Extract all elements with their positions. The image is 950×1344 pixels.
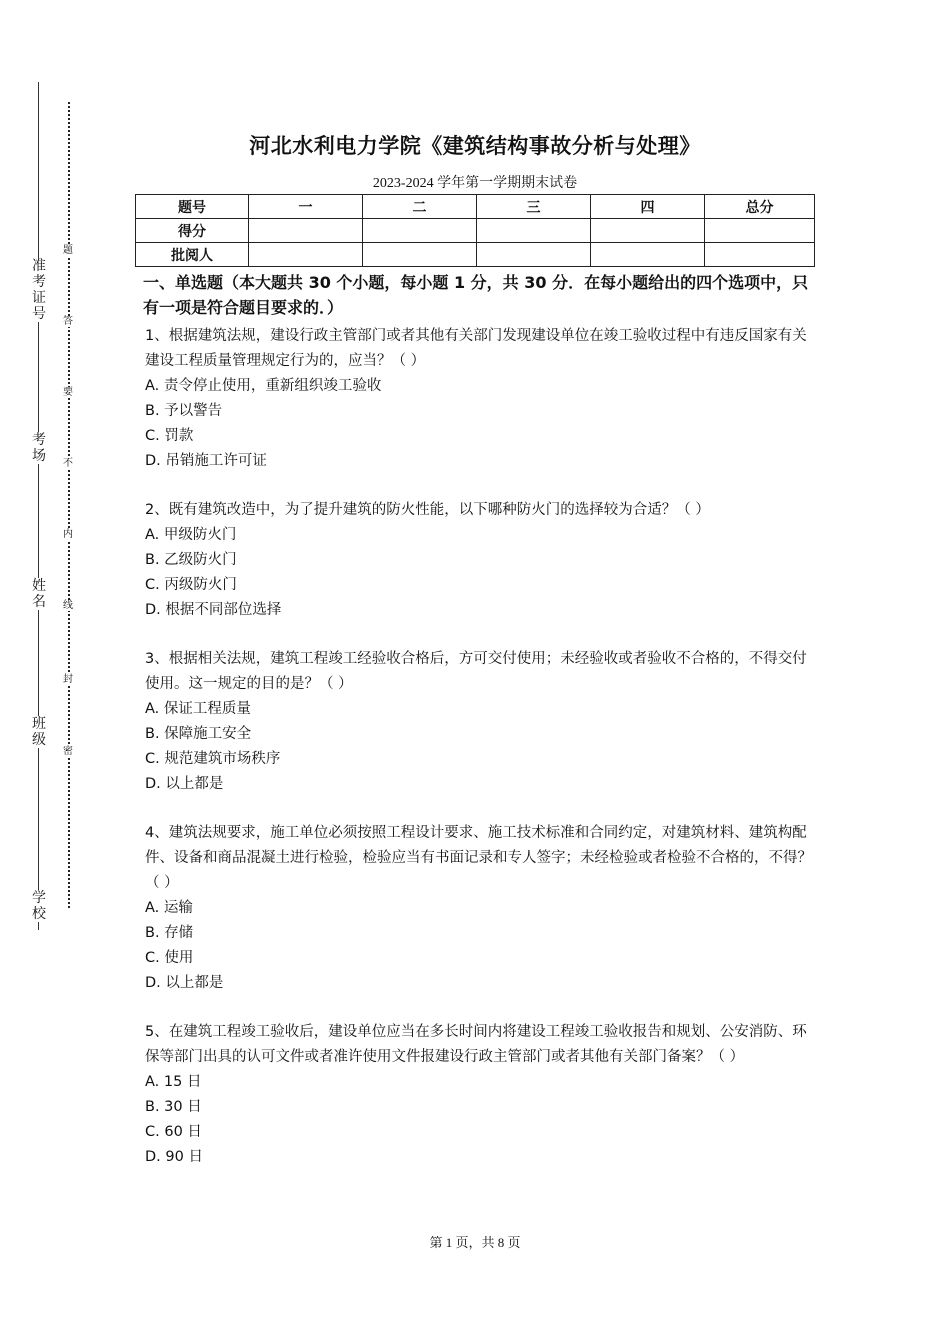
- option: C. 罚款: [145, 428, 194, 444]
- score-table-header-cell: 四: [591, 195, 705, 219]
- exam-title: 河北水利电力学院《建筑结构事故分析与处理》: [249, 134, 701, 158]
- seal-char: 线: [63, 600, 73, 611]
- seal-char: 不: [63, 458, 73, 469]
- question: [145, 498, 815, 623]
- binding-line: [38, 82, 39, 930]
- seal-char: 密: [63, 746, 73, 757]
- score-row-label: 得分: [136, 219, 249, 243]
- grader-cell[interactable]: [363, 243, 477, 267]
- option: C. 规范建筑市场秩序: [145, 751, 281, 767]
- option: D. 吊销施工许可证: [145, 453, 267, 469]
- field-exam-room: 考场: [32, 432, 46, 464]
- score-cell[interactable]: [249, 219, 363, 243]
- field-class: 班级: [32, 716, 46, 748]
- option: D. 90 日: [145, 1149, 203, 1165]
- score-row-label: 批阅人: [136, 243, 249, 267]
- option: A. 甲级防火门: [145, 527, 237, 543]
- score-cell[interactable]: [363, 219, 477, 243]
- question: [145, 1020, 815, 1170]
- page-number: 第 1 页，共 8 页: [429, 1235, 521, 1250]
- field-school: 学校: [32, 890, 46, 922]
- score-table-row: [136, 243, 815, 267]
- score-table-header-cell: 总分: [705, 195, 815, 219]
- option: B. 保障施工安全: [145, 726, 252, 742]
- seal-char: 内: [63, 529, 73, 540]
- option: C. 60 日: [145, 1124, 202, 1140]
- question-stem: 1、根据建筑法规，建设行政主管部门或者其他有关部门发现建设单位在竣工验收过程中有违反国家有关建设工程质量管理规定行为的，应当？（ ）: [145, 328, 807, 369]
- score-table-row: [136, 219, 815, 243]
- option: D. 根据不同部位选择: [145, 602, 282, 618]
- option: D. 以上都是: [145, 975, 224, 991]
- score-table-header-cell: 二: [363, 195, 477, 219]
- grader-cell[interactable]: [477, 243, 591, 267]
- question-stem: 4、建筑法规要求，施工单位必须按照工程设计要求、施工技术标准和合同约定，对建筑材料、建筑构配件、设备和商品混凝土进行检验，检验应当有书面记录和专人签字；未经检验或者检验不合格的，不得？（ ）: [145, 825, 812, 891]
- score-table-header-cell: 三: [477, 195, 591, 219]
- option: A. 15 日: [145, 1074, 202, 1090]
- option: D. 以上都是: [145, 776, 224, 792]
- grader-cell[interactable]: [705, 243, 815, 267]
- option: B. 存储: [145, 925, 194, 941]
- binding-sidebar: [0, 0, 90, 1344]
- option: C. 丙级防火门: [145, 577, 237, 593]
- score-table-header-row: [136, 195, 815, 219]
- field-name: 姓名: [32, 578, 46, 610]
- score-table-header-cell: 一: [249, 195, 363, 219]
- score-table: [135, 194, 815, 267]
- field-exam-number: 准考证号: [32, 258, 46, 322]
- section-heading: 一、单选题（本大题共 30 个小题，每小题 1 分，共 30 分．在每小题给出的四个选项中，只有一项是符合题目要求的．）: [143, 273, 809, 317]
- score-cell[interactable]: [591, 219, 705, 243]
- score-cell[interactable]: [705, 219, 815, 243]
- score-cell[interactable]: [477, 219, 591, 243]
- seal-dotted-line: [68, 102, 70, 908]
- question-section: [145, 270, 815, 1194]
- question: [145, 647, 815, 797]
- option: C. 使用: [145, 950, 194, 966]
- exam-subtitle: 2023-2024 学年第一学期期末试卷: [372, 176, 578, 191]
- option: A. 运输: [145, 900, 193, 916]
- seal-char: 封: [63, 674, 73, 685]
- question: [145, 324, 815, 474]
- question-stem: 3、根据相关法规，建筑工程竣工经验收合格后，方可交付使用；未经验收或者验收不合格的，不得交付使用。这一规定的目的是？（ ）: [145, 651, 807, 692]
- seal-char: 答: [63, 316, 73, 327]
- seal-char: 题: [63, 245, 73, 256]
- grader-cell[interactable]: [591, 243, 705, 267]
- option: A. 责令停止使用，重新组织竣工验收: [145, 378, 382, 394]
- score-table-header-cell: 题号: [136, 195, 249, 219]
- question-stem: 5、在建筑工程竣工验收后，建设单位应当在多长时间内将建设工程竣工验收报告和规划、公安消防、环保等部门出具的认可文件或者准许使用文件报建设行政主管部门或者其他有关部门备案？（ ）: [145, 1024, 807, 1065]
- option: B. 乙级防火门: [145, 552, 237, 568]
- question: [145, 821, 815, 996]
- option: B. 30 日: [145, 1099, 202, 1115]
- option: A. 保证工程质量: [145, 701, 251, 717]
- question-stem: 2、既有建筑改造中，为了提升建筑的防火性能，以下哪种防火门的选择较为合适？（ ）: [145, 502, 710, 518]
- seal-char: 要: [63, 387, 73, 398]
- option: B. 予以警告: [145, 403, 223, 419]
- grader-cell[interactable]: [249, 243, 363, 267]
